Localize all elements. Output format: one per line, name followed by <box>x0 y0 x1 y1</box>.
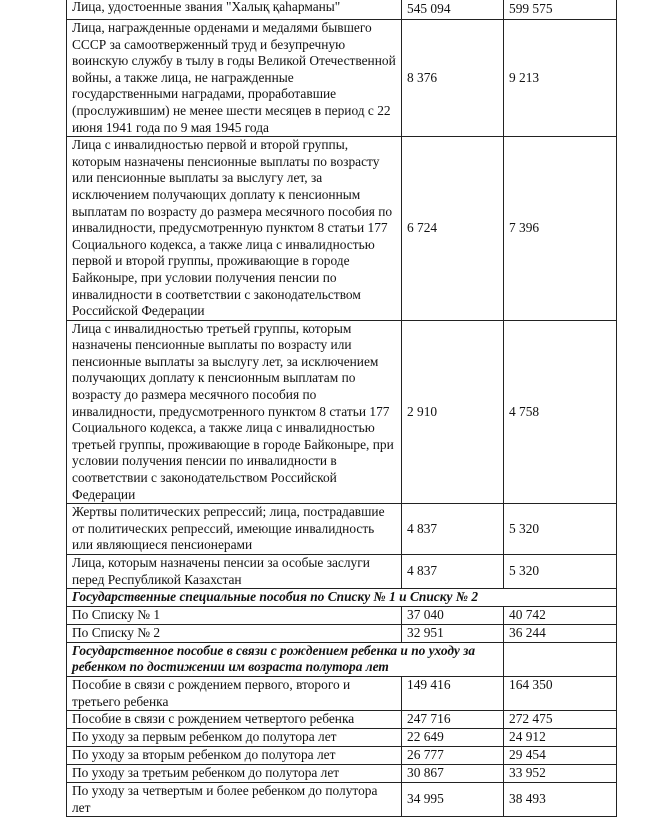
row-label: Пособие в связи с рождением первого, второго и третьего ребенка <box>67 676 402 710</box>
benefits-table <box>66 0 617 817</box>
row-label: Жертвы политических репрессий; лица, пострадавшие от политических репрессий, имеющие инвалидность или являющиеся пенсионерами <box>67 504 402 555</box>
section-header-row <box>67 589 617 607</box>
value-col-1: 34 995 <box>402 783 504 817</box>
value-col-1: 149 416 <box>402 676 504 710</box>
table-row <box>67 555 617 589</box>
section-header-row <box>67 642 617 676</box>
table-row <box>67 765 617 783</box>
empty-cell <box>504 642 617 676</box>
value-col-1: 545 094 <box>402 0 504 20</box>
table-body <box>67 0 617 817</box>
value-col-1: 8 376 <box>402 20 504 137</box>
table-row <box>67 729 617 747</box>
table-row <box>67 20 617 137</box>
value-col-1: 6 724 <box>402 137 504 321</box>
value-col-1: 2 910 <box>402 320 504 504</box>
value-col-2: 24 912 <box>504 729 617 747</box>
row-label: Пособие в связи с рождением четвертого ребенка <box>67 711 402 729</box>
row-label: Лица, которым назначены пенсии за особые заслуги перед Республикой Казахстан <box>67 555 402 589</box>
value-col-2: 36 244 <box>504 624 617 642</box>
value-col-2: 599 575 <box>504 0 617 20</box>
table-row <box>67 747 617 765</box>
row-label: По уходу за вторым ребенком до полутора лет <box>67 747 402 765</box>
table-row <box>67 137 617 321</box>
row-label: По Списку № 2 <box>67 624 402 642</box>
row-label: По уходу за третьим ребенком до полутора лет <box>67 765 402 783</box>
value-col-1: 37 040 <box>402 606 504 624</box>
section-header: Государственное пособие в связи с рождением ребенка и по уходу за ребенком по достижении им возраста полутора лет <box>67 642 504 676</box>
table-row <box>67 0 617 20</box>
value-col-2: 164 350 <box>504 676 617 710</box>
table-row <box>67 624 617 642</box>
value-col-1: 30 867 <box>402 765 504 783</box>
table-row <box>67 783 617 817</box>
table-row <box>67 676 617 710</box>
section-header: Государственные специальные пособия по Списку № 1 и Списку № 2 <box>67 589 617 607</box>
table-row <box>67 320 617 504</box>
value-col-2: 5 320 <box>504 555 617 589</box>
value-col-1: 26 777 <box>402 747 504 765</box>
row-label: По уходу за четвертым и более ребенком до полутора лет <box>67 783 402 817</box>
value-col-2: 38 493 <box>504 783 617 817</box>
value-col-2: 9 213 <box>504 20 617 137</box>
row-label: Лица с инвалидностью первой и второй группы, которым назначены пенсионные выплаты по возрасту или пенсионные выплаты за выслугу лет, за исключением получающих доплату к пенсионным выплатам по возрасту до размера месячного пособия по инвалидности, предусмотренную пунктом 8 статьи 177 Социального кодекса, а также лица с инвалидностью первой и второй группы, проживающие в городе Байконыре, при условии получения пенсии по инвалидности в соответствии с законодательством Российской Федерации <box>67 137 402 321</box>
row-label: Лица с инвалидностью третьей группы, которым назначены пенсионные выплаты по возрасту или пенсионные выплаты за выслугу лет, за исключением получающих доплату к пенсионным выплатам по возрасту до размера месячного пособия по инвалидности, предусмотренного пунктом 8 статьи 177 Социального кодекса, а также лица с инвалидностью третьей группы, проживающие в городе Байконыре, при условии получения пенсии по инвалидности в соответствии с законодательством Российской Федерации <box>67 320 402 504</box>
value-col-1: 32 951 <box>402 624 504 642</box>
value-col-1: 22 649 <box>402 729 504 747</box>
value-col-2: 272 475 <box>504 711 617 729</box>
row-label: Лица, награжденные орденами и медалями бывшего СССР за самоотверженный труд и безупречную воинскую службу в тылу в годы Великой Отечественной войны, а также лица, не награжденные государственными наградами, проработавшие (прослужившим) не менее шести месяцев в период с 22 июня 1941 года по 9 мая 1945 года <box>67 20 402 137</box>
value-col-1: 247 716 <box>402 711 504 729</box>
row-label: Лица, удостоенные звания "Халық қаһарманы" <box>67 0 402 20</box>
row-label: По Списку № 1 <box>67 606 402 624</box>
value-col-2: 4 758 <box>504 320 617 504</box>
value-col-2: 29 454 <box>504 747 617 765</box>
value-col-2: 5 320 <box>504 504 617 555</box>
table-row <box>67 711 617 729</box>
table-row <box>67 504 617 555</box>
row-label: По уходу за первым ребенком до полутора лет <box>67 729 402 747</box>
table-row <box>67 606 617 624</box>
value-col-2: 33 952 <box>504 765 617 783</box>
value-col-1: 4 837 <box>402 555 504 589</box>
value-col-1: 4 837 <box>402 504 504 555</box>
value-col-2: 40 742 <box>504 606 617 624</box>
value-col-2: 7 396 <box>504 137 617 321</box>
